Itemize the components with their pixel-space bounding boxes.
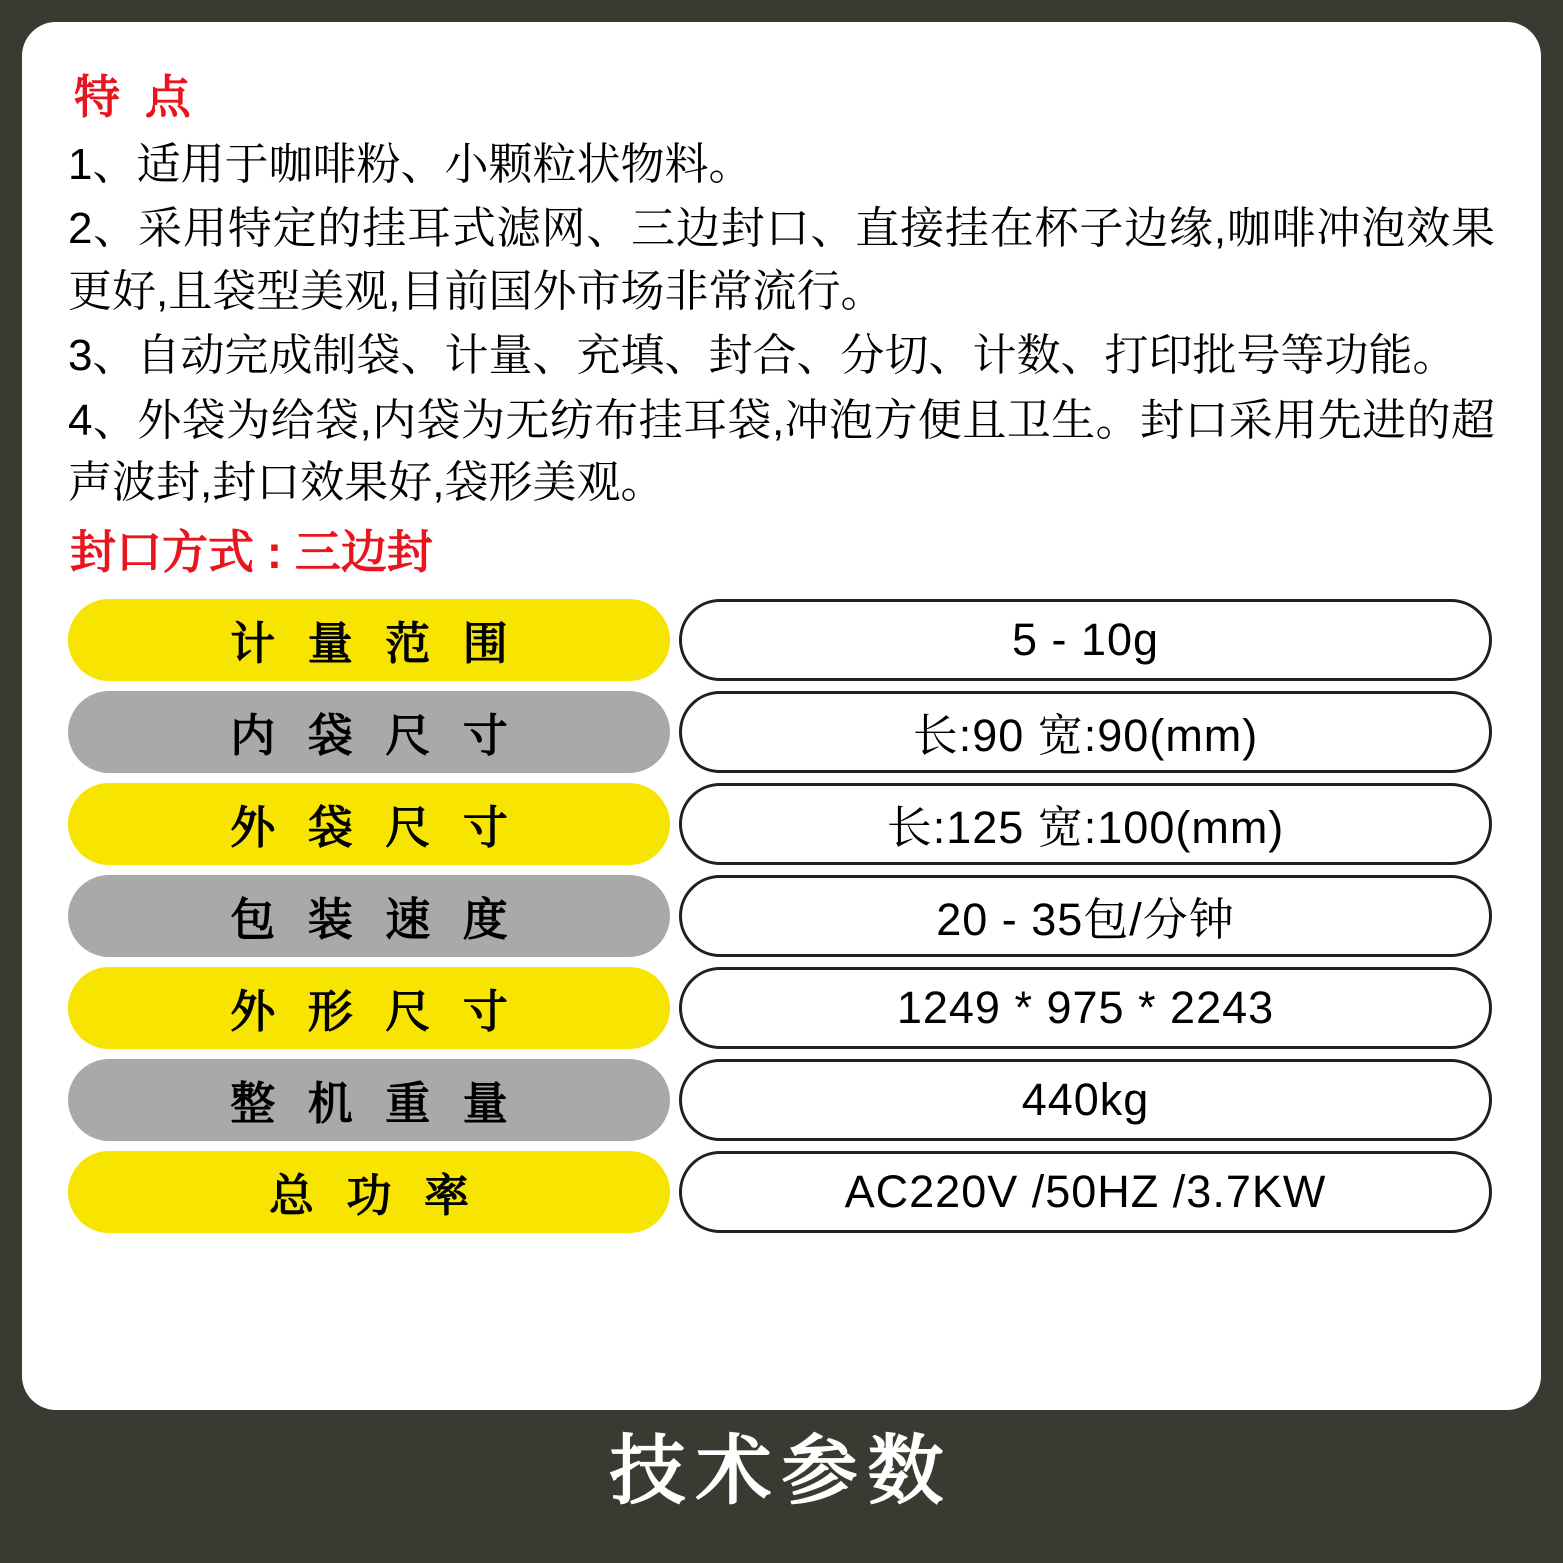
features-title: 特 点 [74,71,197,123]
feature-item-1: 1、适用于咖啡粉、小颗粒状物料。 [68,140,753,189]
spec-value-metering-range: 5 - 10g [679,599,1492,681]
spec-value-packing-speed: 20 - 35包/分钟 [679,875,1492,957]
table-row [68,596,1492,683]
spec-label-total-power: 总 功 率 [68,1151,670,1233]
seal-method [70,525,1495,580]
table-row [68,964,1492,1051]
table-row [68,1056,1492,1143]
spec-card [22,22,1541,1410]
spec-value-total-power: AC220V /50HZ /3.7KW [679,1151,1492,1233]
spec-label-packing-speed: 包 装 速 度 [68,875,670,957]
seal-method-label: 封口方式 : [70,525,283,578]
seal-method-value: 三边封 [294,525,433,578]
spec-label-machine-dimensions: 外 形 尺 寸 [68,967,670,1049]
feature-item-4: 4、外袋为给袋,内袋为无纺布挂耳袋,冲泡方便且卫生。封口采用先进的超声波封,封口效果好,袋形美观。 [68,395,1495,508]
feature-item-2: 2、采用特定的挂耳式滤网、三边封口、直接挂在杯子边缘,咖啡冲泡效果更好,且袋型美观,目前国外市场非常流行。 [68,204,1495,316]
spec-label-metering-range: 计 量 范 围 [68,599,670,681]
page-title: 技术参数 [609,1429,954,1514]
spec-label-outer-bag-size: 外 袋 尺 寸 [68,783,670,865]
spec-value-inner-bag-size: 长:90 宽:90(mm) [679,691,1492,773]
spec-label-machine-weight: 整 机 重 量 [68,1059,670,1141]
table-row [68,872,1492,959]
spec-value-machine-weight: 440kg [679,1059,1492,1141]
table-row [68,688,1492,775]
spec-table [68,596,1492,1235]
spec-value-outer-bag-size: 长:125 宽:100(mm) [679,783,1492,865]
feature-item-3: 3、自动完成制袋、计量、充填、封合、分切、计数、打印批号等功能。 [68,331,1457,381]
spec-value-machine-dimensions: 1249 * 975 * 2243 [679,967,1492,1049]
spec-label-inner-bag-size: 内 袋 尺 寸 [68,691,670,773]
table-row [68,780,1492,867]
table-row [68,1148,1492,1235]
